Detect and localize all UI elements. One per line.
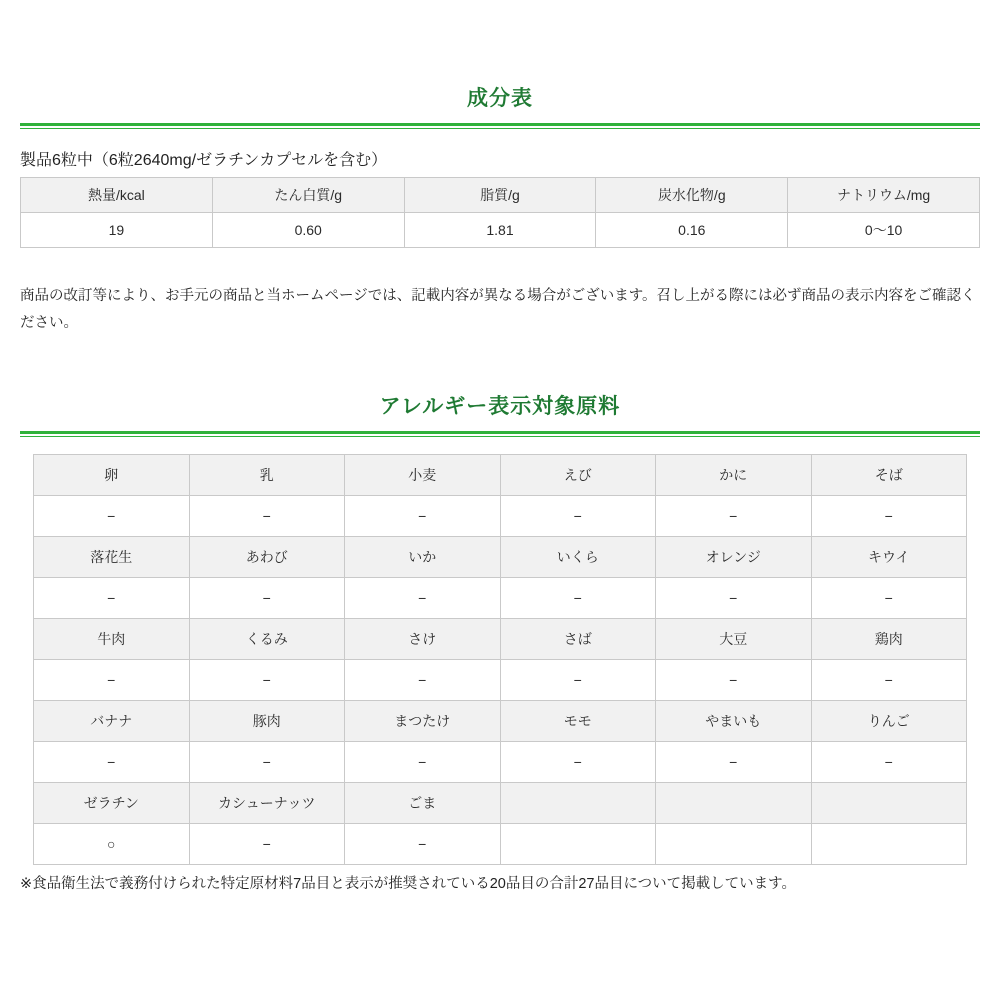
allergen-mark-cell: − [500, 660, 656, 701]
allergen-name-cell: 牛肉 [34, 619, 190, 660]
allergen-mark-cell: − [34, 496, 190, 537]
allergen-mark-cell: − [656, 660, 812, 701]
allergen-name-cell: まつたけ [345, 701, 501, 742]
nutrition-disclaimer: 商品の改訂等により、お手元の商品と当ホームページでは、記載内容が異なる場合がございます。召し上がる際には必ず商品の表示内容をご確認ください。 [20, 288, 976, 331]
allergen-name-cell: いくら [500, 537, 656, 578]
allergen-mark-cell [500, 824, 656, 865]
serving-note: 製品6粒中（6粒2640mg/ゼラチンカプセルを含む） [20, 152, 388, 169]
allergen-name-cell: 鶏肉 [811, 619, 967, 660]
allergen-name-cell [656, 783, 812, 824]
allergen-name-cell: ゼラチン [34, 783, 190, 824]
allergen-mark-cell: − [189, 660, 345, 701]
allergen-name-cell: 落花生 [34, 537, 190, 578]
allergen-mark-cell: − [345, 578, 501, 619]
nutrition-header-cell: 炭水化物/g [596, 178, 788, 213]
allergen-name-cell [811, 783, 967, 824]
allergen-footnote: ※食品衛生法で義務付けられた特定原材料7品目と表示が推奨されている20品目の合計27品目について掲載しています。 [20, 876, 797, 892]
allergen-mark-cell: − [811, 578, 967, 619]
allergen-mark-cell: − [500, 742, 656, 783]
nutrition-table-wrap [20, 177, 980, 248]
nutrition-header-cell: ナトリウム/mg [788, 178, 980, 213]
allergen-mark-cell: − [345, 824, 501, 865]
allergen-name-cell: 豚肉 [189, 701, 345, 742]
table-row-allergen-marks [34, 824, 967, 865]
allergen-mark-cell: − [189, 824, 345, 865]
allergen-mark-cell: − [189, 496, 345, 537]
nutrition-value-cell: 0〜10 [788, 213, 980, 248]
allergen-mark-cell: − [811, 742, 967, 783]
allergen-mark-cell: − [345, 660, 501, 701]
allergen-name-cell: くるみ [189, 619, 345, 660]
nutrition-section-heading [20, 88, 980, 109]
divider-green-nutrition [20, 123, 980, 130]
allergen-mark-cell [811, 824, 967, 865]
nutrition-value-cell: 0.16 [596, 213, 788, 248]
allergen-name-cell: 小麦 [345, 455, 501, 496]
allergen-mark-cell: − [500, 578, 656, 619]
table-row-allergen-names [34, 619, 967, 660]
allergen-mark-cell [656, 824, 812, 865]
allergen-mark-cell: − [656, 578, 812, 619]
allergen-mark-cell: − [189, 578, 345, 619]
table-row-allergen-marks [34, 742, 967, 783]
page-title-nutrition: 成分表 [467, 87, 533, 110]
nutrition-header-cell: たん白質/g [212, 178, 404, 213]
allergen-name-cell: 乳 [189, 455, 345, 496]
allergen-name-cell: そば [811, 455, 967, 496]
allergen-mark-cell: − [34, 742, 190, 783]
table-row-allergen-marks [34, 660, 967, 701]
nutrition-value-cell: 19 [21, 213, 213, 248]
table-row-allergen-marks [34, 578, 967, 619]
table-row-allergen-names [34, 783, 967, 824]
allergen-name-cell [500, 783, 656, 824]
allergen-name-cell: りんご [811, 701, 967, 742]
allergen-name-cell: キウイ [811, 537, 967, 578]
allergen-mark-cell: − [34, 660, 190, 701]
allergen-name-cell: カシューナッツ [189, 783, 345, 824]
allergen-name-cell: あわび [189, 537, 345, 578]
allergen-name-cell: 大豆 [656, 619, 812, 660]
allergen-mark-cell: − [34, 578, 190, 619]
nutrition-value-cell: 1.81 [404, 213, 596, 248]
allergen-name-cell: さば [500, 619, 656, 660]
allergen-name-cell: いか [345, 537, 501, 578]
allergen-mark-cell: − [656, 742, 812, 783]
allergen-mark-cell: − [656, 496, 812, 537]
allergen-name-cell: 卵 [34, 455, 190, 496]
allergen-name-cell: やまいも [656, 701, 812, 742]
allergen-name-cell: さけ [345, 619, 501, 660]
table-row-nutrition-headers [21, 178, 980, 213]
divider-green-allergen [20, 431, 980, 438]
table-row-nutrition-values [21, 213, 980, 248]
allergen-table [33, 454, 967, 865]
table-row-allergen-marks [34, 496, 967, 537]
allergen-mark-cell: − [811, 660, 967, 701]
allergen-mark-present: ○ [34, 824, 190, 865]
page-title-allergen: アレルギー表示対象原料 [379, 395, 621, 418]
allergen-mark-cell: − [811, 496, 967, 537]
allergen-mark-cell: − [500, 496, 656, 537]
allergen-name-cell: ごま [345, 783, 501, 824]
allergen-name-cell: えび [500, 455, 656, 496]
allergen-name-cell: バナナ [34, 701, 190, 742]
nutrition-header-cell: 熱量/kcal [21, 178, 213, 213]
allergen-mark-cell: − [345, 742, 501, 783]
nutrition-header-cell: 脂質/g [404, 178, 596, 213]
nutrition-table [20, 177, 980, 248]
nutrition-value-cell: 0.60 [212, 213, 404, 248]
allergen-table-wrap [33, 454, 967, 865]
allergen-name-cell: かに [656, 455, 812, 496]
allergen-section-heading [20, 396, 980, 417]
table-row-allergen-names [34, 701, 967, 742]
allergen-name-cell: オレンジ [656, 537, 812, 578]
allergen-mark-cell: − [345, 496, 501, 537]
allergen-name-cell: モモ [500, 701, 656, 742]
table-row-allergen-names [34, 455, 967, 496]
allergen-mark-cell: − [189, 742, 345, 783]
table-row-allergen-names [34, 537, 967, 578]
